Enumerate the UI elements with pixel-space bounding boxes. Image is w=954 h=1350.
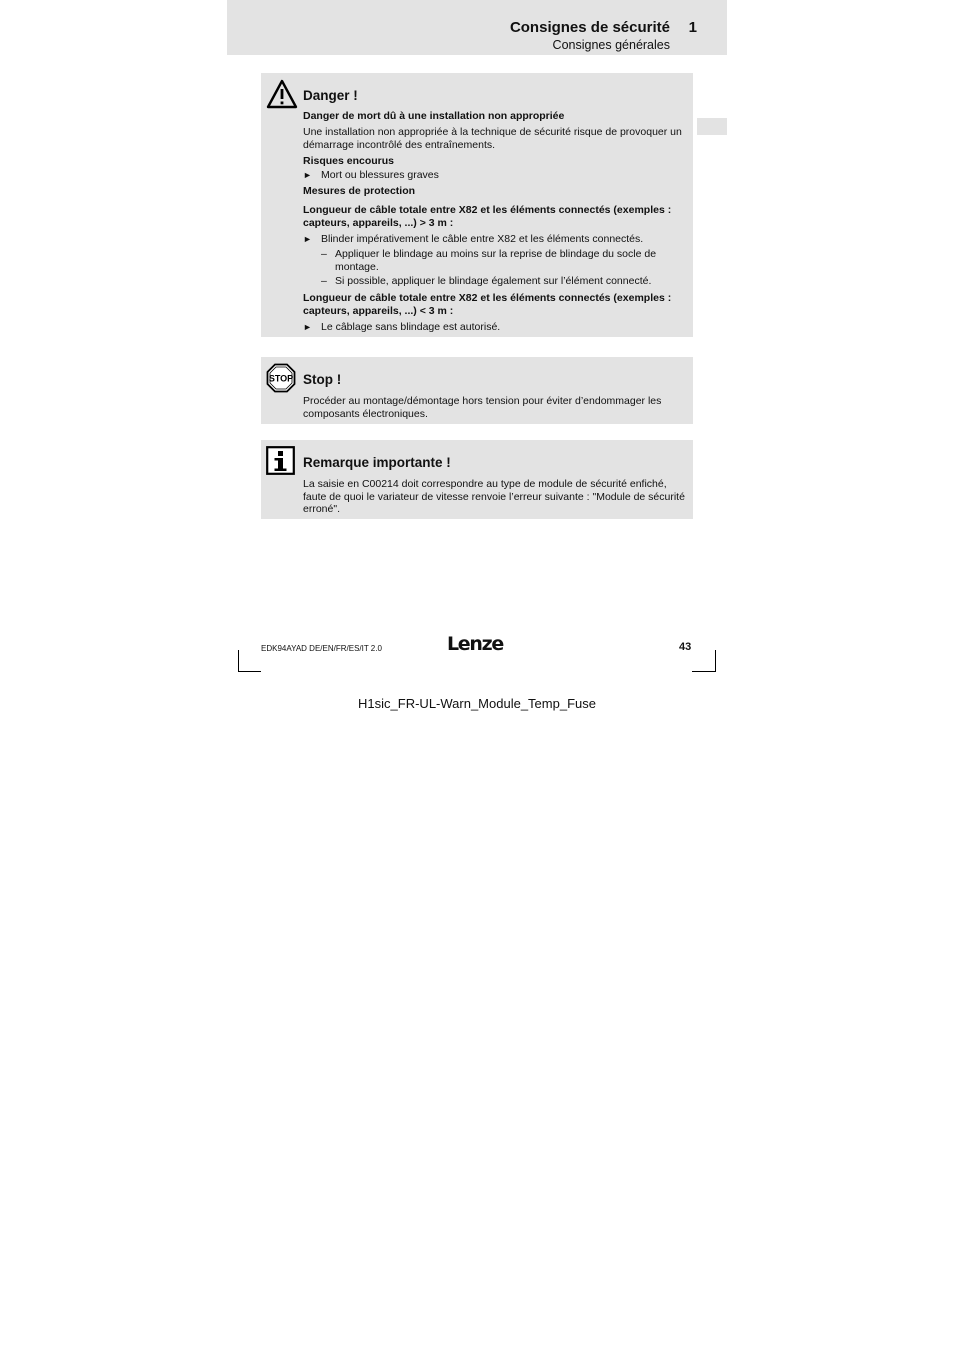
page-number: 43 — [679, 641, 692, 653]
long-subitem: – Appliquer le blindage au moins sur la reprise de blindage du socle de montage. — [321, 248, 657, 273]
info-icon — [266, 446, 295, 480]
measures-heading: Mesures de protection — [303, 185, 416, 197]
stop-sign-icon — [266, 363, 296, 398]
document-id: EDK94AYAD DE/EN/FR/ES/IT 2.0 — [261, 644, 382, 653]
chapter-number: 1 — [688, 19, 697, 36]
danger-body — [303, 110, 687, 336]
long-measure-item: ► Blinder impérativement le câble entre X82 et les éléments connectés. — [303, 233, 644, 245]
stop-title: Stop ! — [303, 372, 342, 387]
bullet-arrow-icon: ► — [303, 234, 312, 244]
danger-heading: Danger de mort dû à une installation non appropriée — [303, 110, 565, 122]
stop-box — [261, 357, 693, 424]
long-subitem: – Si possible, appliquer le blindage également sur l’élément connecté. — [321, 275, 652, 287]
svg-text:STOP: STOP — [268, 373, 294, 384]
file-label: H1sic_FR-UL-Warn_Module_Temp_Fuse — [358, 696, 596, 711]
bullet-arrow-icon: ► — [303, 322, 312, 332]
crop-mark — [238, 671, 261, 672]
chapter-tab-marker — [697, 118, 727, 135]
risk-item: ► Mort ou blessures graves — [303, 169, 439, 181]
note-title: Remarque importante ! — [303, 455, 451, 470]
danger-box — [261, 73, 693, 337]
note-text: La saisie en C00214 doit correspondre au type de module de sécurité enfiché, faute de quoi le variateur de vitesse renvoie l’erreur suivante : "Module de sécurité erroné". — [303, 478, 685, 515]
crop-mark — [715, 650, 716, 672]
lenze-logo: Lenze — [447, 633, 503, 655]
short-measure-item: ► Le câblage sans blindage est autorisé. — [303, 321, 501, 333]
stop-text: Procéder au montage/démontage hors tension pour éviter d’endommager les composants électroniques. — [303, 395, 662, 420]
warning-triangle-icon — [266, 79, 298, 114]
danger-description: Une installation non appropriée à la technique de sécurité risque de provoquer un démarrage incontrôlé des entraînements. — [303, 126, 682, 151]
danger-title: Danger ! — [303, 88, 358, 103]
crop-mark — [692, 671, 716, 672]
section-subtitle: Consignes générales — [552, 38, 670, 52]
condition-long: Longueur de câble totale entre X82 et les éléments connectés (exemples : capteurs, appareils, ...) > 3 m : — [303, 204, 672, 229]
crop-mark — [238, 650, 239, 672]
chapter-title: Consignes de sécurité — [509, 19, 670, 36]
page-header — [227, 0, 727, 55]
condition-short: Longueur de câble totale entre X82 et les éléments connectés (exemples : capteurs, appareils, ...) < 3 m : — [303, 292, 672, 317]
bullet-arrow-icon: ► — [303, 170, 312, 180]
note-box — [261, 440, 693, 519]
risks-heading: Risques encourus — [303, 155, 395, 167]
